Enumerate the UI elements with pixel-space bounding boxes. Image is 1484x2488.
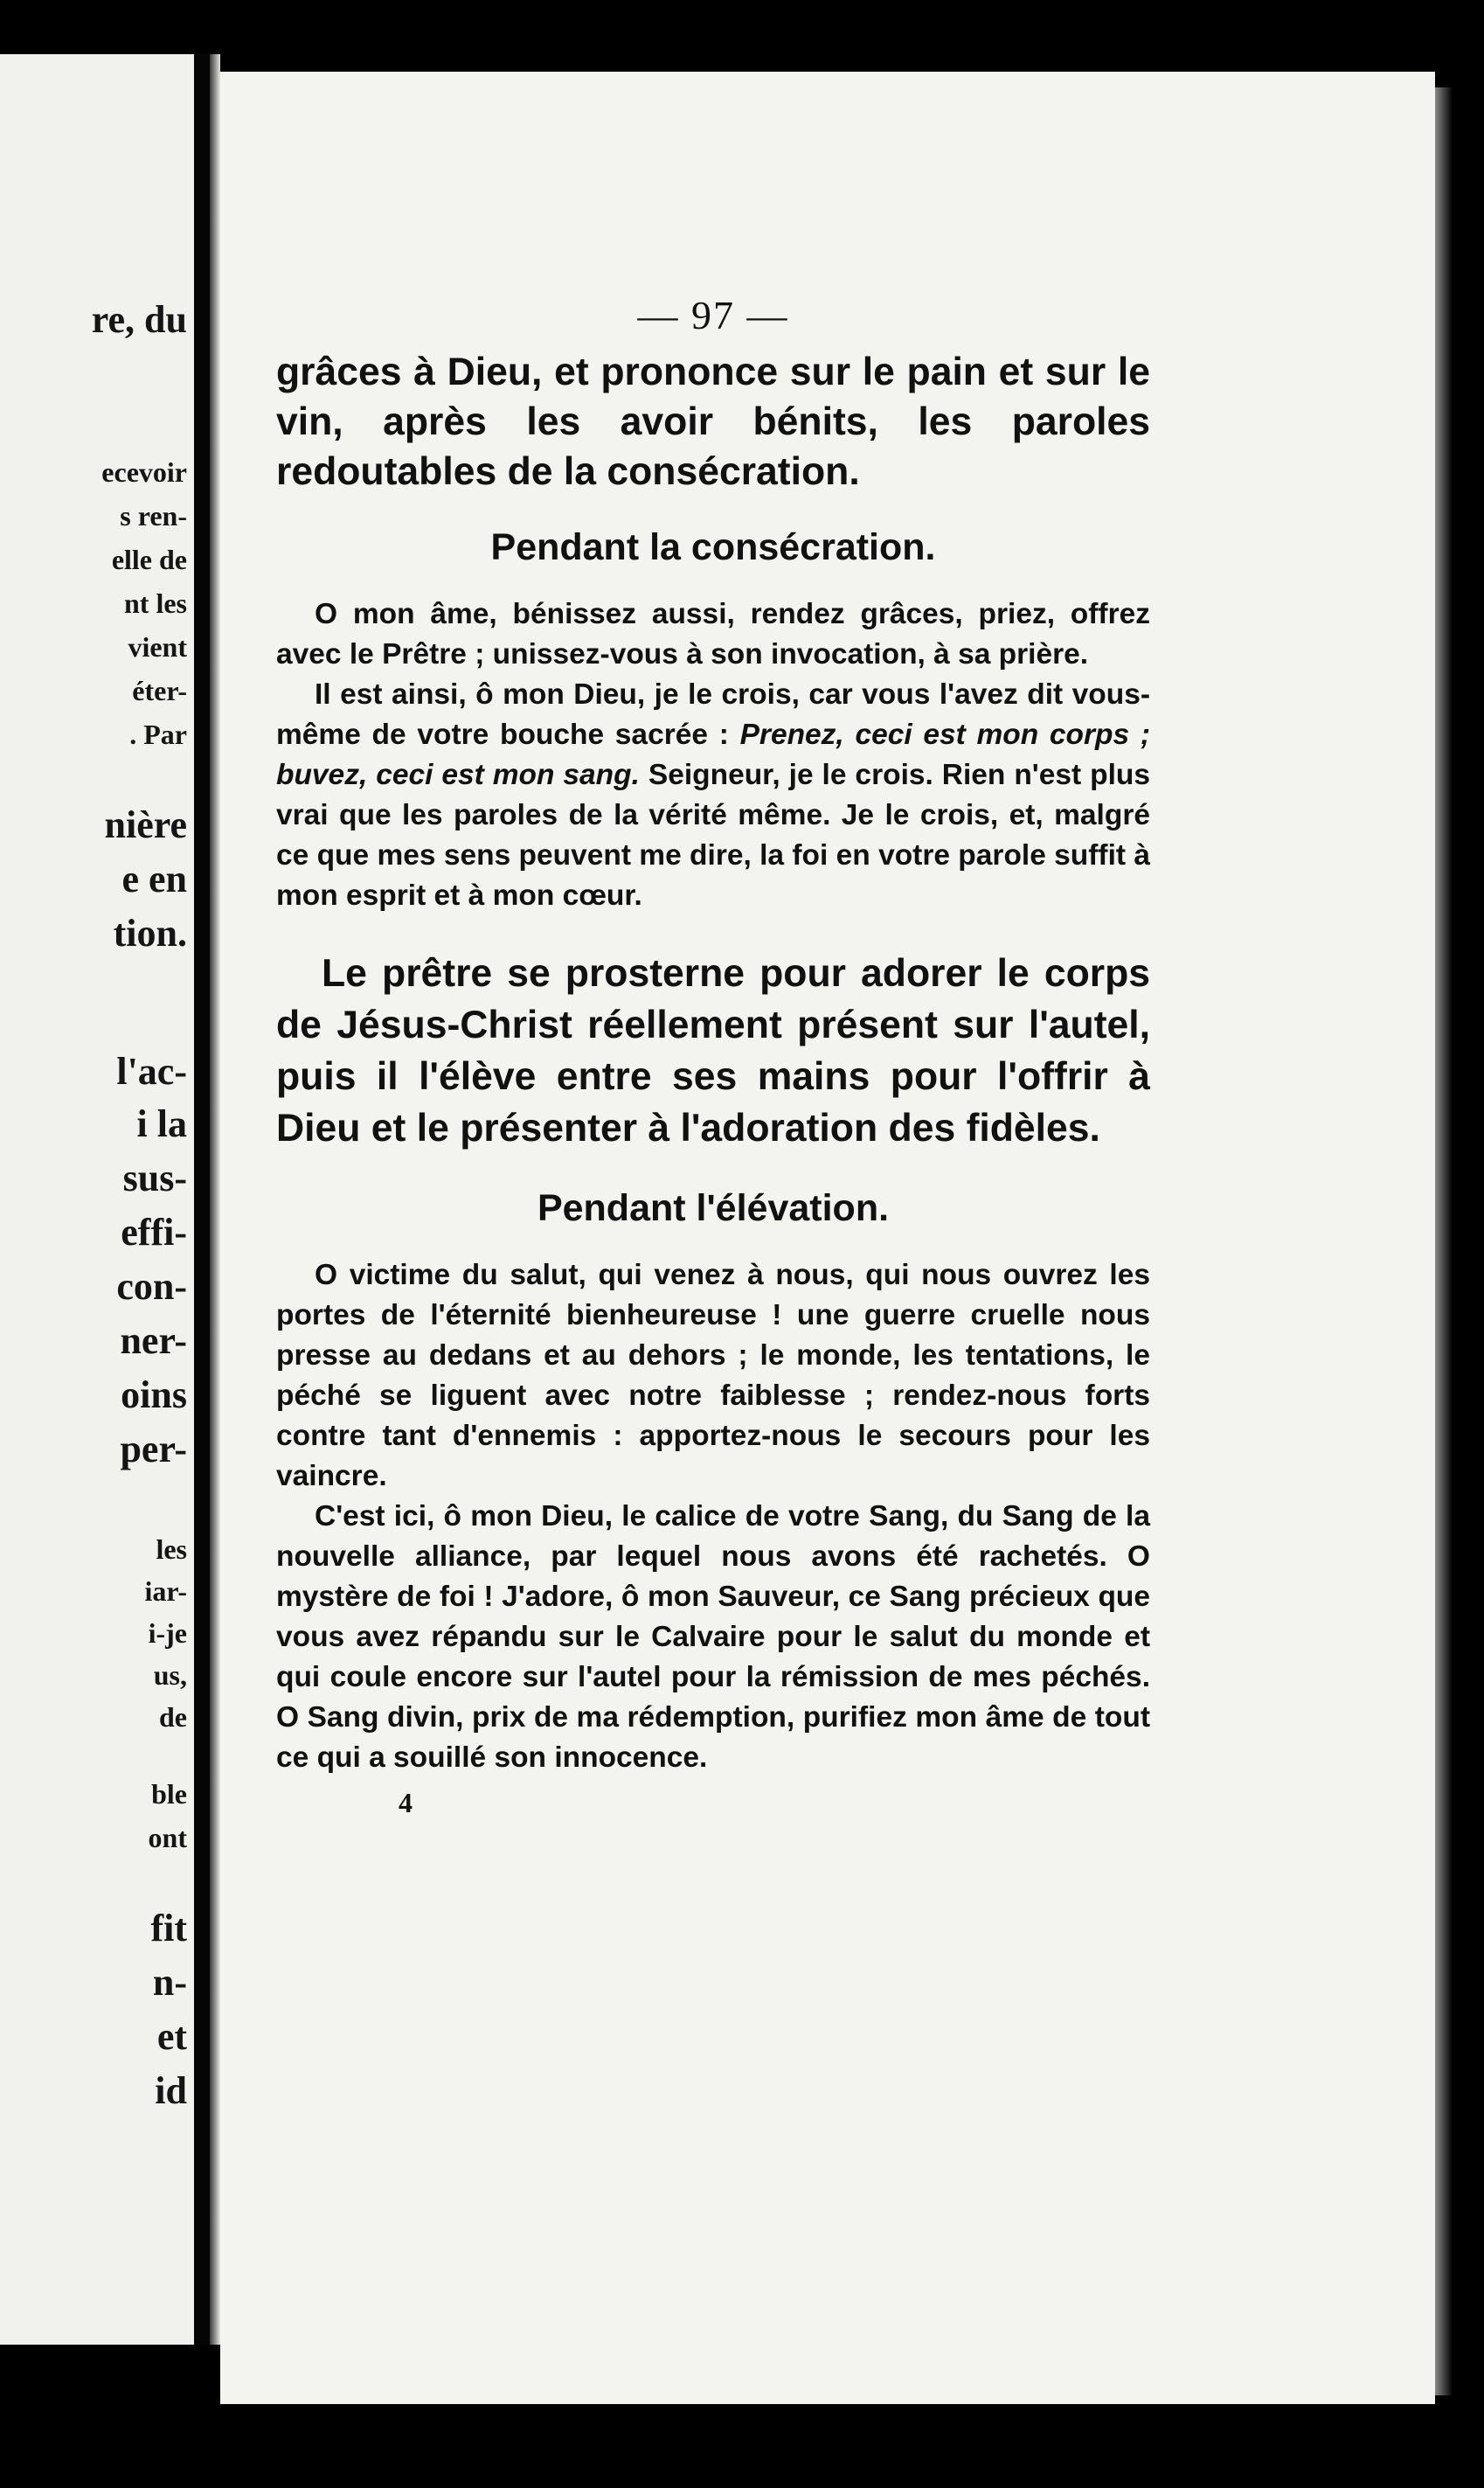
left-page-line: nière: [104, 803, 187, 846]
left-page-line: re, du: [91, 298, 187, 341]
left-page-line: per-: [120, 1428, 187, 1470]
book-gutter: [194, 54, 210, 2345]
left-page-line: ble: [151, 1778, 187, 1810]
left-page-line: les: [156, 1533, 187, 1565]
left-page-line: i la: [136, 1102, 187, 1145]
left-page-line: s ren-: [120, 500, 187, 532]
left-page-line: tion.: [113, 912, 187, 955]
signature-mark: 4: [399, 1787, 413, 1818]
consecration-paragraph-1: O mon âme, bénissez aussi, rendez grâces, priez, offrez avec le Prêtre ; unissez-vous à son invocation, à sa prière.: [276, 598, 1150, 671]
elevation-paragraph-2: C'est ici, ô mon Dieu, le calice de votre Sang, du Sang de la nouvelle alliance, par lequel nous avons été rachetés. O mystère de foi ! J'adore, ô mon Sauveur, ce Sang précieux que vous avez répandu sur le Calvaire pour le salut du monde et qui coule encore sur l'autel pour la rémission de mes péchés. O Sang divin, prix de ma rédemption, purifiez mon âme de tout ce qui a souillé son innocence.: [276, 1500, 1150, 1774]
page-right-shadow: [1435, 87, 1453, 2395]
left-page-line: i-je: [148, 1617, 187, 1649]
intro-paragraph: grâces à Dieu, et prononce sur le pain et sur le vin, après les avoir bénits, les paroles redoutables de la consécration.: [276, 351, 1150, 493]
page: [220, 72, 1435, 2404]
page-content: [276, 292, 1150, 1819]
left-facing-page: [0, 54, 194, 2345]
left-page-line: vient: [128, 631, 187, 663]
left-page-line: éter-: [132, 675, 187, 706]
page-edge-shadow: [210, 54, 220, 2345]
scripture-quote: Prenez, ceci est mon corps ; buvez, ceci est mon sang.: [276, 719, 1151, 791]
left-page-line: de: [159, 1701, 187, 1733]
left-page-line: oins: [121, 1373, 187, 1416]
page-number: — 97 —: [637, 293, 789, 337]
left-page-line: us,: [153, 1659, 187, 1691]
left-page-line: ecevoir: [101, 456, 187, 488]
left-page-line: fit: [150, 1907, 187, 1949]
left-page-line: n-: [152, 1961, 187, 2004]
consecration-text-b: Seigneur, je le crois. Rien n'est plus vrai que les paroles de la vérité même. Je le crois, et, malgré ce que mes sens peuvent me dire, la foi en votre parole suffit à mon esprit et à mon cœur.: [276, 759, 1150, 912]
heading-elevation: Pendant l'élévation.: [537, 1187, 890, 1229]
consecration-paragraph-2: [276, 675, 1150, 916]
left-page-line: e en: [121, 858, 187, 900]
left-page-line: elle de: [111, 544, 187, 575]
left-page-line: ont: [148, 1822, 187, 1853]
left-page-line: effi-: [121, 1211, 187, 1254]
heading-consecration: Pendant la consécration.: [490, 526, 936, 568]
consecration-text-a: Il est ainsi, ô mon Dieu, je le crois, car vous l'avez dit vous-même de votre bouche sacrée :: [276, 678, 1150, 751]
left-page-line: nt les: [124, 587, 187, 619]
left-page-line: iar-: [144, 1575, 187, 1607]
rubric-paragraph: Le prêtre se prosterne pour adorer le corps de Jésus-Christ réellement présent sur l'autel, puis il l'élève entre ses mains pour l'offrir à Dieu et le présenter à l'adoration des fidèles.: [276, 952, 1150, 1150]
left-page-line: ner-: [120, 1319, 187, 1362]
left-page-line: sus-: [122, 1157, 187, 1199]
elevation-paragraph-1: O victime du salut, qui venez à nous, qui nous ouvrez les portes de l'éternité bienheureuse ! une guerre cruelle nous presse au dedans et au dehors ; le monde, les tentations, le péché se liguent avec notre faiblesse ; rendez-nous forts contre tant d'ennemis : apportez-nous le secours pour les vaincre.: [276, 1259, 1150, 1492]
left-page-line: id: [155, 2069, 187, 2112]
left-page-line: l'ac-: [116, 1050, 187, 1093]
left-page-line: et: [156, 2015, 187, 2058]
left-page-line: con-: [116, 1265, 187, 1308]
left-page-line: . Par: [129, 719, 187, 750]
